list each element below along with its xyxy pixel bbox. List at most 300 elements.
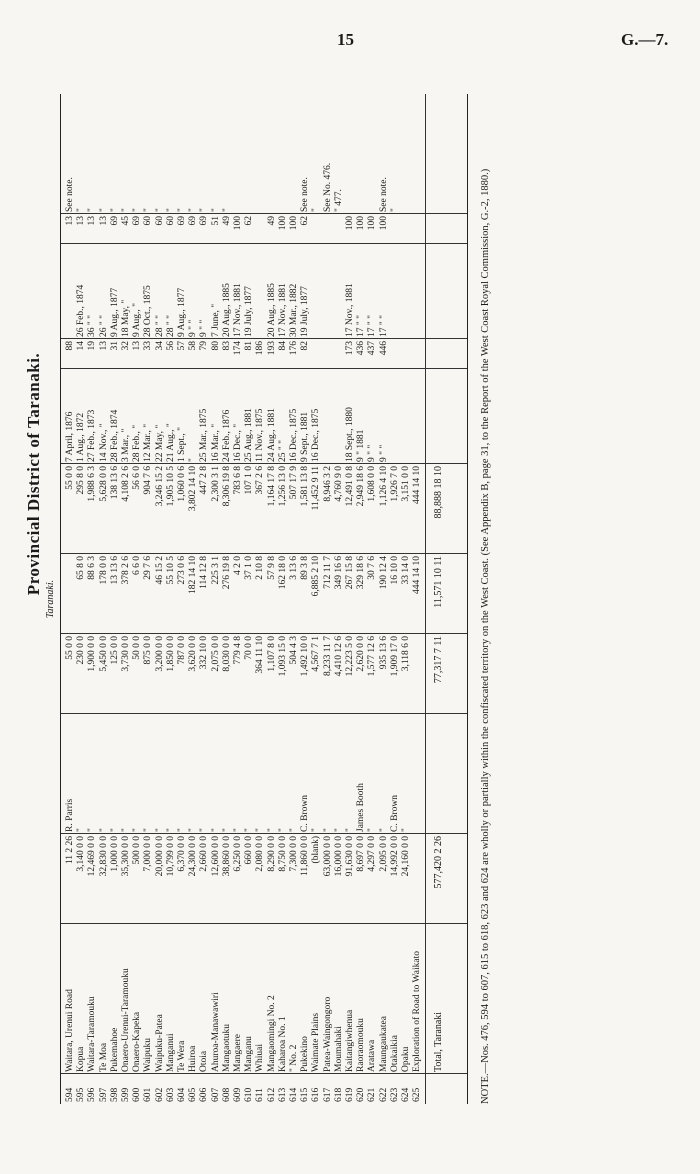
table-cell — [390, 341, 401, 367]
table-cell: 620 — [356, 1087, 367, 1102]
table-cell — [244, 96, 255, 212]
table-cell: 14 — [76, 341, 87, 351]
table-cell: 11,452 9 11 — [311, 466, 322, 511]
table-cell: " — [244, 828, 255, 832]
table-cell: " — [154, 208, 165, 212]
table-cell: " — [210, 208, 221, 212]
table-cell: 1 Sept., " — [177, 426, 187, 462]
table-cell: 100 — [378, 216, 389, 231]
table-cell: 20,000 0 0 — [154, 836, 165, 877]
table-cell: Onaero-Urenui-Taramouku — [121, 968, 131, 1072]
table-cell: 436 — [356, 341, 367, 356]
table-cell: 138 13 6 — [109, 466, 120, 500]
table-cell: 597 — [98, 1087, 109, 1102]
table-cell: 8,946 3 2 — [322, 466, 333, 502]
table-cell: Waimate Plains — [311, 1012, 322, 1072]
table-cell: 9 " " — [367, 444, 378, 462]
table-cell: 8,697 0 0 — [356, 836, 367, 872]
table-cell: 602 — [154, 1087, 165, 1102]
table-cell: 28 Oct., 1875 — [143, 285, 154, 337]
table-cell: 13 — [65, 216, 75, 226]
table-cell: 613 — [277, 1087, 288, 1102]
table-cell: 599 — [121, 1087, 131, 1102]
table-cell — [323, 246, 334, 337]
table-cell: Kaharoa No. 1 — [277, 1016, 288, 1072]
table-cell: 69 — [177, 216, 187, 226]
table-cell: 21 Aug., " — [165, 423, 176, 462]
table-cell: 2,300 3 1 — [210, 466, 221, 502]
table-cell: 437 — [367, 341, 378, 356]
document-reference: G.—7. — [621, 30, 669, 49]
table-cell: 608 — [221, 1087, 232, 1102]
column-d1 — [61, 369, 467, 464]
table-cell: 17 Nov., 1881 — [233, 283, 243, 337]
table-cell: " No. 2 — [289, 1044, 299, 1072]
table-cell: 7 June, " — [210, 303, 221, 337]
table-cell: " — [221, 828, 232, 832]
table-cell: 1,126 4 10 — [378, 466, 389, 507]
table-cell: 45 — [121, 216, 131, 226]
table-cell: Pukekino — [300, 1036, 311, 1072]
table-cell — [356, 96, 367, 212]
table-cell: 2,080 0 0 — [255, 836, 266, 872]
table-cell: 1 Aug., 1872 — [76, 412, 87, 462]
table-cell: 13 — [76, 216, 87, 226]
table-cell: 56 — [165, 341, 176, 351]
table-cell: 8,306 19 8 — [221, 466, 232, 507]
table-cell — [390, 246, 401, 337]
table-cell: " — [143, 208, 154, 212]
table-cell: 598 — [109, 1087, 120, 1102]
table-cell: 18 May, " — [121, 299, 131, 337]
table-cell — [412, 371, 423, 462]
table-cell: 176 — [289, 341, 299, 356]
table-cell: 500 0 0 — [132, 836, 143, 865]
table-cell — [401, 341, 412, 367]
table-cell: " — [188, 208, 199, 212]
table-cell: 603 — [165, 1087, 176, 1102]
column-a3 — [61, 464, 467, 554]
table-cell — [345, 96, 356, 212]
column-pur — [61, 714, 467, 834]
table-cell: 24 Feb., 1876 — [221, 409, 232, 462]
table-cell: 56 6 0 — [132, 466, 143, 490]
table-cell: " — [233, 828, 243, 832]
table-cell: 600 — [132, 1087, 143, 1102]
table-cell: 55 0 0 — [65, 636, 75, 660]
table-cell — [289, 96, 300, 212]
table-cell: 1,000 0 0 — [109, 836, 120, 872]
table-cell: 11,860 0 0 — [300, 836, 311, 877]
table-cell: 28 Feb., 1874 — [109, 409, 120, 462]
table-cell: " — [98, 828, 109, 832]
table-cell: 332 10 0 — [199, 636, 210, 670]
table-cell: 6 6 0 — [132, 556, 143, 575]
table-cell: 273 0 6 — [177, 556, 187, 585]
table-cell — [255, 96, 266, 212]
table-cell: 3,200 0 0 — [154, 636, 165, 672]
table-cell: " — [132, 208, 143, 212]
table-cell: 12,469 0 0 — [87, 836, 98, 877]
table-cell: 100 — [367, 216, 378, 231]
table-cell: 50 0 0 — [132, 636, 143, 660]
table-cell: 88 — [65, 341, 75, 351]
table-cell: 91,630 0 0 — [345, 836, 355, 877]
table-cell: 25 Aug., 1881 — [244, 408, 255, 462]
table-cell: " — [401, 828, 411, 832]
table-cell: 19 — [87, 341, 98, 351]
table-cell: Opaku — [401, 1046, 411, 1072]
table-cell: 22 May, " — [154, 424, 165, 462]
table-cell: Moumahaki — [333, 1026, 344, 1072]
table-cell: 57 — [177, 341, 187, 351]
table-cell: 1,905 10 5 — [165, 466, 176, 507]
table-cell: Mangaotuku — [221, 1023, 232, 1072]
table-cell: 329 18 6 — [356, 556, 367, 590]
table-cell: See No. 476. — [322, 162, 333, 212]
table-cell — [401, 96, 412, 212]
table-cell: Raoraomouku — [356, 1018, 367, 1072]
table-cell: 267 15 8 — [345, 556, 355, 590]
table-cell: 7,300 0 0 — [289, 836, 299, 872]
table-cell: 17 Nov., 1881 — [277, 283, 288, 337]
table-cell: 3,140 0 0 — [76, 836, 87, 872]
table-cell: Waipuku — [143, 1037, 154, 1072]
table-cell: 367 2 6 — [255, 466, 266, 495]
table-cell: 621 — [367, 1087, 378, 1102]
table-cell: Manganu — [244, 1036, 255, 1072]
table-cell: 24,300 0 0 — [188, 836, 199, 877]
table-cell: 619 — [345, 1087, 355, 1102]
table-cell: 3 Mar., " — [121, 428, 131, 462]
table-cell: 779 4 8 — [233, 636, 243, 665]
table-cell: 6,885 2 10 — [311, 556, 322, 597]
table-cell — [334, 246, 345, 337]
table-cell: " — [132, 828, 143, 832]
table-cell: 446 — [378, 341, 389, 356]
table-cell: 49 — [221, 216, 232, 226]
table-cell: " — [345, 828, 355, 832]
footnote: NOTE.—Nos. 476, 594 to 607, 615 to 618, 623 and 624 are wholly or partially within the confiscated territory on the West Coast. (See Appendix B, page 31, to the Report of the West Coast Royal Commission, G.-2, 1880.) — [480, 168, 491, 1104]
table-cell: 616 — [311, 1087, 322, 1102]
table-cell: 1,926 7 0 — [389, 466, 400, 502]
table-cell: 1,909 17 0 — [389, 636, 400, 677]
table-cell: " — [311, 828, 322, 832]
table-cell: " 477. — [333, 189, 344, 212]
table-cell: 173 — [345, 341, 355, 356]
table-cell: 69 — [132, 216, 143, 226]
table-cell: 63,000 0 0 — [322, 836, 333, 877]
table-cell: 38,860 0 0 — [221, 836, 232, 877]
table-cell: 13 — [87, 216, 98, 226]
table-cell: 13 13 6 — [109, 556, 120, 585]
table-cell: See note. — [65, 177, 75, 212]
table-cell: " — [367, 828, 378, 832]
column-a1 — [61, 634, 467, 714]
table-cell: 20 Aug., 1885 — [266, 283, 277, 337]
table-cell: 25 " " — [277, 439, 288, 462]
table-cell: 28 " " — [154, 314, 165, 337]
table-cell: 9 Aug., 1877 — [109, 287, 120, 337]
table-cell: 81 — [244, 341, 255, 351]
table-cell: Kaitangiwhenua — [345, 1009, 355, 1072]
table-cell: 100 — [356, 216, 367, 231]
table-cell: 114 12 8 — [199, 556, 210, 589]
table-cell: 3,730 0 0 — [121, 636, 131, 672]
table-cell: Mangaomingi No. 2 — [266, 995, 277, 1072]
table-cell: " — [177, 828, 187, 832]
column-name — [61, 924, 467, 1074]
table-cell: " — [121, 208, 131, 212]
district-side-label: Taranaki. — [45, 579, 56, 619]
table-cell: 2,660 0 0 — [199, 836, 210, 872]
table-cell: 618 — [333, 1087, 344, 1102]
table-cell: 783 6 8 — [233, 466, 243, 495]
table-cell: 276 19 8 — [221, 556, 232, 590]
table-cell: 9 " " — [199, 319, 210, 337]
table-cell: 60 — [143, 216, 154, 226]
table-cell: " — [221, 208, 232, 212]
table-cell: 17 Nov., 1881 — [345, 283, 355, 337]
table-cell: 1,164 17 8 — [266, 466, 277, 507]
table-cell: 58 — [188, 341, 199, 351]
table-cell: 378 2 6 — [121, 556, 131, 585]
table-cell: Pukemahoe — [109, 1027, 120, 1072]
table-cell: Mangaere — [233, 1034, 243, 1072]
table-cell: 609 — [233, 1087, 243, 1102]
table-cell: " — [121, 828, 131, 832]
table-cell — [412, 246, 423, 337]
purchases-table — [60, 94, 468, 1104]
table-cell: 349 16 6 — [333, 556, 344, 590]
table-cell — [334, 216, 345, 242]
table-cell: Patea-Waingongoro — [322, 996, 333, 1072]
table-cell: " — [177, 208, 187, 212]
table-cell: 610 — [244, 1087, 255, 1102]
table-cell: 2,095 0 0 — [378, 836, 389, 872]
table-cell: Te Wera — [177, 1040, 187, 1072]
table-cell: 1,492 10 0 — [300, 636, 311, 677]
table-cell: 604 — [177, 1087, 187, 1102]
table-cell: C. Brown — [389, 795, 400, 832]
table-cell: " — [289, 828, 299, 832]
table-cell: 1,608 0 0 — [367, 466, 378, 502]
table-cell: 295 8 0 — [76, 466, 87, 495]
table-cell: 1,988 6 3 — [87, 466, 98, 502]
table-cell: 364 11 10 — [255, 636, 266, 674]
table-cell — [412, 836, 423, 922]
table-cell — [311, 246, 322, 337]
table-cell: 17 " " — [378, 314, 389, 337]
total-rule — [425, 94, 426, 1104]
table-cell: " — [277, 828, 288, 832]
table-cell: 1,060 0 6 — [177, 466, 187, 502]
table-cell: 4,567 7 1 — [311, 636, 322, 672]
table-cell — [323, 371, 334, 462]
table-cell: " — [154, 828, 165, 832]
table-cell: Kopua — [76, 1046, 87, 1072]
table-cell: 507 17 9 — [289, 466, 299, 500]
table-cell: Manganui — [165, 1033, 176, 1072]
table-cell: 30 Mar., 1882 — [289, 283, 299, 337]
table-cell: " — [210, 828, 221, 832]
table-cell: 13 — [98, 341, 109, 351]
table-cell: 4,410 12 6 — [333, 636, 344, 677]
table-cell: 100 — [277, 216, 288, 231]
table-cell — [323, 341, 334, 367]
table-cell: 34 — [154, 341, 165, 351]
table-cell: 606 — [199, 1087, 210, 1102]
table-cell: 1,900 0 0 — [87, 636, 98, 672]
table-cell: 178 0 0 — [98, 556, 109, 585]
table-cell: 14,992 0 0 — [389, 836, 400, 877]
table-cell: 69 — [199, 216, 210, 226]
table-cell: 9 " " — [378, 444, 389, 462]
table-cell: 20 Aug., 1885 — [221, 283, 232, 337]
table-cell: " — [165, 208, 176, 212]
table-cell: " — [322, 828, 333, 832]
table-cell: 24 Aug., 1881 — [266, 408, 277, 462]
table-cell: 27 Feb., 1873 — [87, 409, 98, 462]
table-cell: 3,118 6 0 — [401, 636, 411, 672]
table-cell: 28 " " — [165, 314, 176, 337]
table-cell: 1,256 13 0 — [277, 466, 288, 507]
table-cell: 33 — [143, 341, 154, 351]
table-cell: 6,250 0 0 — [233, 836, 243, 872]
table-cell: 1,093 15 0 — [277, 636, 288, 677]
table-cell: 100 — [233, 216, 243, 231]
table-cell: 35,300 0 0 — [121, 836, 131, 877]
table-cell: 624 — [401, 1087, 411, 1102]
table-cell: " — [378, 828, 389, 832]
table-cell: 11 2 26 — [65, 836, 75, 865]
table-cell: 49 — [266, 216, 277, 226]
column-a2 — [61, 554, 467, 634]
table-cell: " — [87, 208, 98, 212]
table-cell: 12 Mar., " — [143, 423, 154, 462]
table-cell: " — [188, 458, 199, 462]
table-cell — [412, 216, 423, 242]
table-cell: 100 — [345, 216, 355, 231]
table-cell: 612 — [266, 1087, 277, 1102]
column-area — [61, 834, 467, 924]
table-cell — [267, 96, 278, 212]
table-cell: 70 0 0 — [244, 636, 255, 660]
total-cell: 11,571 10 11 — [433, 556, 444, 608]
table-cell: 1,581 13 8 — [300, 466, 311, 507]
table-cell: 29 7 6 — [143, 556, 154, 580]
table-cell: 80 — [210, 341, 221, 351]
table-cell: 5,628 0 0 — [98, 466, 109, 502]
table-cell: 625 — [412, 1087, 423, 1102]
table-cell: 6,370 0 0 — [177, 836, 187, 872]
table-cell: 1,107 8 0 — [266, 636, 277, 672]
table-cell: 4,760 9 0 — [333, 466, 344, 502]
table-cell: 504 4 3 — [289, 636, 299, 665]
table-cell: 17 " " — [367, 314, 378, 337]
table-title: Provincial District of Taranaki. — [24, 352, 43, 596]
table-cell: 26 " " — [98, 314, 109, 337]
table-cell: 186 — [255, 341, 266, 356]
table-cell: 9 Sept., 1881 — [300, 411, 311, 462]
table-cell: 11 Nov., 1875 — [255, 408, 266, 462]
table-cell — [401, 246, 412, 337]
table-cell — [278, 96, 289, 212]
table-cell: R. Parris — [65, 798, 75, 832]
table-cell: Te Moa — [98, 1042, 109, 1072]
table-cell: 182 14 10 — [188, 556, 199, 594]
table-cell: Otoia — [199, 1050, 210, 1072]
table-cell: Whiuai — [255, 1044, 266, 1072]
table-cell: 17 " " — [356, 314, 367, 337]
table-cell: 611 — [255, 1088, 266, 1102]
table-cell: 904 7 6 — [143, 466, 154, 495]
table-cell: 26 Feb., 1874 — [76, 284, 87, 337]
table-cell: 623 — [389, 1087, 400, 1102]
table-cell: 595 — [76, 1087, 87, 1102]
table-cell: 225 3 1 — [210, 556, 221, 585]
table-cell: 660 0 0 — [244, 836, 255, 865]
table-cell: 14 Nov., " — [98, 423, 109, 462]
table-cell: 12,600 0 0 — [210, 836, 221, 877]
table-cell: 62 — [300, 216, 311, 226]
table-cell: 55 10 5 — [165, 556, 176, 585]
table-cell: See note. — [378, 177, 389, 212]
total-cell: 577,420 2 26 — [433, 836, 444, 889]
table-cell: Aratawa — [367, 1039, 378, 1072]
table-cell: 9 Aug., 1877 — [177, 287, 187, 337]
table-cell — [311, 216, 322, 242]
table-cell: 3,802 14 10 — [188, 466, 199, 512]
table-cell — [412, 96, 423, 212]
table-cell: " — [76, 208, 87, 212]
table-cell: " — [87, 828, 98, 832]
table-cell: 601 — [143, 1087, 154, 1102]
table-cell: 1,850 0 0 — [165, 636, 176, 672]
table-cell: 60 — [154, 216, 165, 226]
column-no — [61, 1074, 467, 1104]
table-cell — [334, 341, 345, 367]
table-cell: 69 — [109, 216, 120, 226]
table-cell: 55 0 0 — [65, 466, 75, 490]
table-cell: 62 — [244, 216, 255, 226]
table-cell: " — [199, 208, 210, 212]
table-cell: 2,620 0 0 — [356, 636, 367, 672]
table-cell: 84 — [277, 341, 288, 351]
table-cell — [412, 341, 423, 367]
table-cell: 8,030 0 0 — [221, 636, 232, 672]
table-cell: 2,949 18 6 — [356, 466, 367, 507]
table-cell — [390, 371, 401, 462]
table-cell — [65, 246, 76, 337]
table-cell: Otakaikia — [389, 1035, 400, 1072]
table-cell: 16,000 0 0 — [333, 836, 344, 877]
table-cell: 125 0 0 — [109, 636, 120, 665]
total-cell: 88,888 18 10 — [433, 466, 444, 519]
table-cell: 83 — [221, 341, 232, 351]
table-cell — [255, 216, 266, 242]
table-cell: 32 — [121, 341, 131, 351]
table-cell: 60 — [165, 216, 176, 226]
table-cell: 65 8 0 — [76, 556, 87, 580]
table-cell: 622 — [378, 1087, 389, 1102]
table-cell: Waitara-Taramouku — [87, 996, 98, 1072]
table-cell — [401, 216, 412, 242]
table-cell: 12,491 0 8 — [345, 466, 355, 507]
table-cell: 5,450 0 0 — [98, 636, 109, 672]
table-cell: 31 — [109, 341, 120, 351]
table-cell: 2 10 8 — [255, 556, 266, 580]
